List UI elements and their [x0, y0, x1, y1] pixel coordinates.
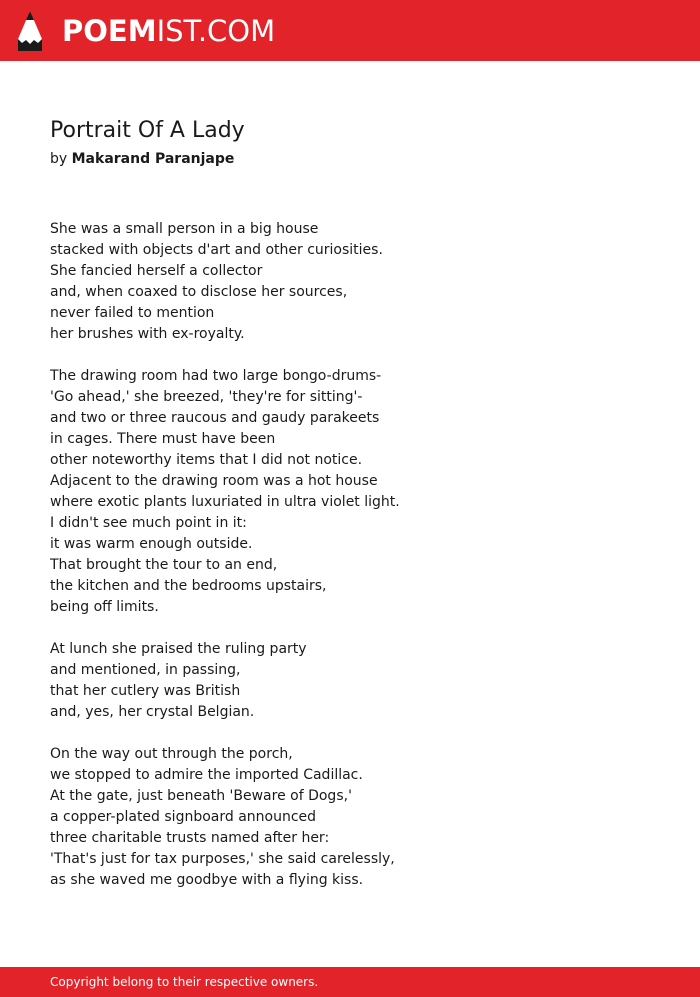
logo-text-bold: POEM	[62, 14, 157, 48]
poem-line: On the way out through the porch,	[50, 746, 293, 762]
poem-line: the kitchen and the bedrooms upstairs,	[50, 578, 327, 594]
poem-line: in cages. There must have been	[50, 431, 276, 447]
poem-byline	[50, 148, 234, 170]
poem-line: At the gate, just beneath 'Beware of Dogs,'	[50, 788, 352, 804]
poem-line: That brought the tour to an end,	[50, 557, 278, 573]
poem-line: Adjacent to the drawing room was a hot house	[50, 473, 378, 489]
poem-line: three charitable trusts named after her:	[50, 830, 330, 846]
poem-stanza	[50, 639, 650, 723]
poem-line: that her cutlery was British	[50, 683, 241, 699]
poem-line: other noteworthy items that I did not notice.	[50, 452, 363, 468]
poem-title: Portrait Of A Lady	[50, 118, 245, 143]
site-footer	[0, 967, 700, 997]
poem-line: The drawing room had two large bongo-drums-	[50, 368, 382, 384]
poem-body	[50, 219, 650, 912]
poem-stanza	[50, 366, 650, 618]
poem-line: and, when coaxed to disclose her sources,	[50, 284, 348, 300]
poem-line: being off limits.	[50, 599, 159, 615]
poem-line: and, yes, her crystal Belgian.	[50, 704, 255, 720]
poem-line: we stopped to admire the imported Cadillac.	[50, 767, 363, 783]
copyright-notice: Copyright belong to their respective owners.	[50, 975, 319, 989]
site-header	[0, 0, 700, 61]
logo-text-light: IST.COM	[156, 14, 276, 48]
poem-line: where exotic plants luxuriated in ultra violet light.	[50, 494, 400, 510]
poem-line: 'That's just for tax purposes,' she said carelessly,	[50, 851, 395, 867]
poem-line: stacked with objects d'art and other curiosities.	[50, 242, 383, 258]
poem-line: a copper-plated signboard announced	[50, 809, 317, 825]
by-label: by	[50, 151, 68, 167]
poem-line: never failed to mention	[50, 305, 215, 321]
author-name[interactable]: Makarand Paranjape	[71, 151, 235, 167]
site-logo[interactable]	[62, 12, 275, 50]
poem-line: At lunch she praised the ruling party	[50, 641, 307, 657]
poem-line: I didn't see much point in it:	[50, 515, 247, 531]
pencil-tip-icon[interactable]	[17, 10, 43, 52]
poem-line: She was a small person in a big house	[50, 221, 319, 237]
poem-line: as she waved me goodbye with a flying kiss.	[50, 872, 364, 888]
poem-line: 'Go ahead,' she breezed, 'they're for sitting'-	[50, 389, 363, 405]
poem-line: and mentioned, in passing,	[50, 662, 241, 678]
poem-stanza	[50, 744, 650, 891]
poem-line: and two or three raucous and gaudy parakeets	[50, 410, 380, 426]
poem-line: She fancied herself a collector	[50, 263, 263, 279]
poem-line: it was warm enough outside.	[50, 536, 253, 552]
poem-stanza	[50, 219, 650, 345]
poem-line: her brushes with ex-royalty.	[50, 326, 245, 342]
